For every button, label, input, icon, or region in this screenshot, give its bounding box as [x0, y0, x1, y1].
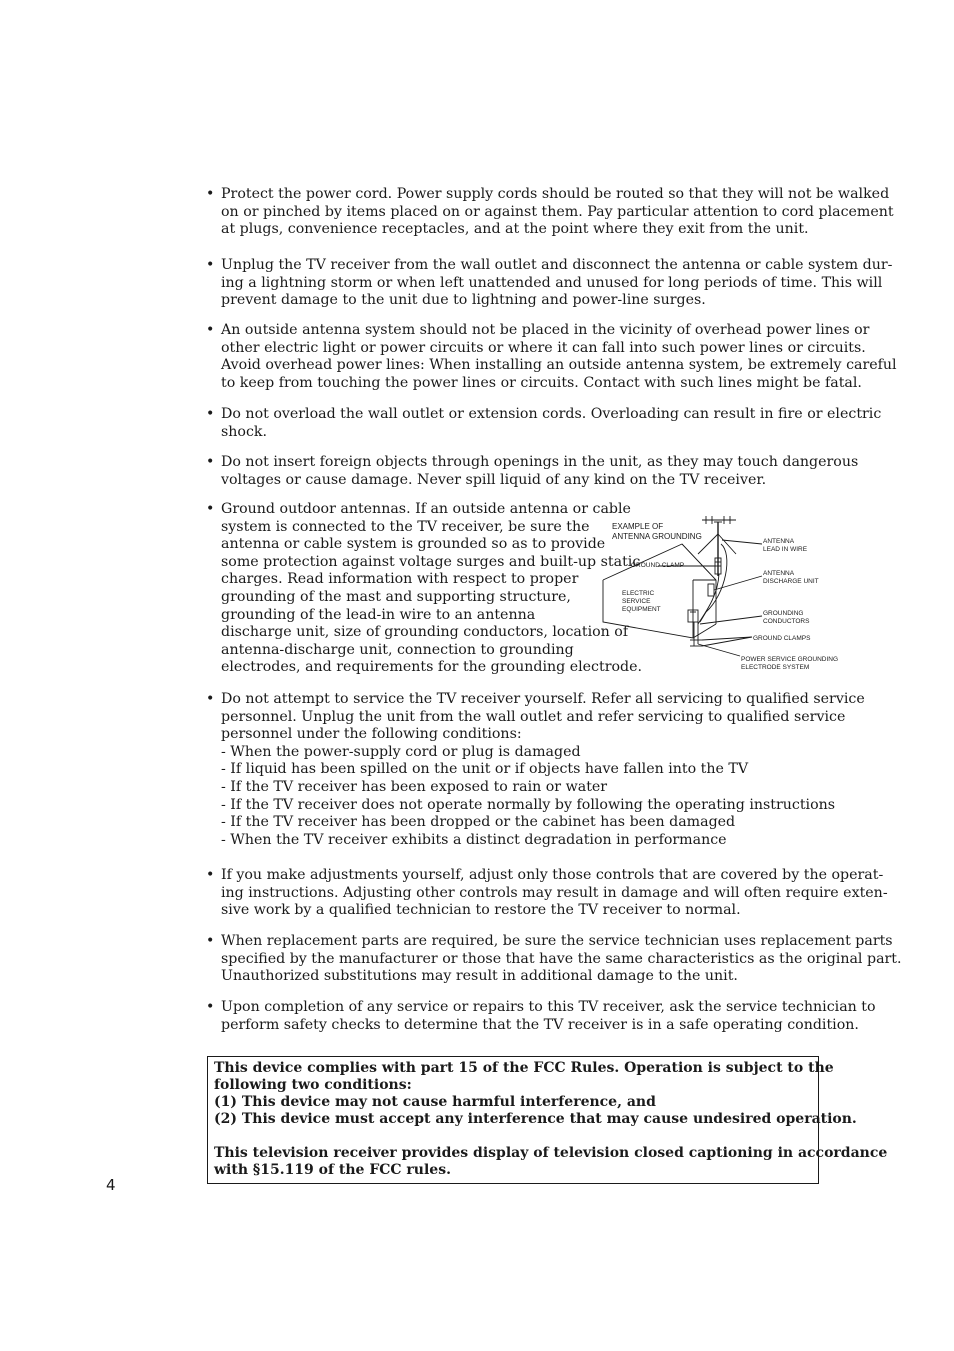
- condition-item: - If the TV receiver has been exposed to rain or water: [221, 778, 608, 795]
- lead-in-wire: [700, 544, 727, 622]
- text-line: If you make adjustments yourself, adjust only those controls that are covered by the operat-: [221, 867, 884, 883]
- condition-item: - If the TV receiver has been dropped or the cabinet has been damaged: [221, 814, 736, 831]
- text-line: Unauthorized substitutions may result in additional damage to the unit.: [221, 968, 738, 985]
- text-line: specified by the manufacturer or those that have the same characteristics as the original part.: [221, 950, 902, 967]
- fcc-line: with §15.119 of the FCC rules.: [214, 1162, 451, 1178]
- condition-item: - When the power-supply cord or plug is damaged: [221, 743, 581, 760]
- diagram-title: ANTENNA GROUNDING: [612, 532, 702, 541]
- text-line: Ground outdoor antennas. If an outside antenna or cable: [221, 501, 631, 517]
- text-line: Unplug the TV receiver from the wall outlet and disconnect the antenna or cable system dur-: [221, 257, 893, 273]
- label-electrode-system: ELECTRODE SYSTEM: [741, 664, 810, 671]
- label-discharge-unit: DISCHARGE UNIT: [763, 578, 819, 585]
- text-line: shock.: [221, 423, 268, 440]
- label-electric-service: EQUIPMENT: [622, 606, 661, 613]
- text-line: system is connected to the TV receiver, be sure the: [221, 518, 590, 535]
- text-line: When replacement parts are required, be sure the service technician uses replacement parts: [221, 933, 893, 949]
- bullet-marker: •: [206, 501, 215, 517]
- text-line: Do not overload the wall outlet or extension cords. Overloading can result in fire or electric: [221, 406, 882, 422]
- discharge-unit-shape: [708, 584, 714, 596]
- text-line: prevent damage to the unit due to lightning and power-line surges.: [221, 292, 706, 309]
- text-line: grounding of the mast and supporting structure,: [221, 588, 571, 605]
- bullet-outside-antenna: [206, 322, 897, 392]
- bullet-overload: [206, 406, 882, 441]
- bullet-unplug-lightning: [206, 257, 893, 310]
- fcc-line: This device complies with part 15 of the FCC Rules. Operation is subject to the: [214, 1060, 834, 1076]
- text-line: Protect the power cord. Power supply cords should be routed so that they will not be walked: [221, 186, 890, 202]
- bullet-marker: •: [206, 691, 215, 707]
- label-electric-service: ELECTRIC: [622, 590, 655, 597]
- condition-item: - When the TV receiver exhibits a distinct degradation in performance: [221, 831, 727, 848]
- bullet-marker: •: [206, 933, 215, 949]
- text-line: ing a lightning storm or when left unattended and unused for long periods of time. This will: [221, 274, 883, 291]
- text-line: personnel under the following conditions:: [221, 726, 522, 743]
- text-line: on or pinched by items placed on or against them. Pay particular attention to cord placement: [221, 203, 894, 220]
- text-line: other electric light or power circuits or where it can fall into such power lines or circuits.: [221, 339, 866, 356]
- fcc-compliance-box: [207, 1056, 888, 1184]
- label-grounding-conductors: CONDUCTORS: [763, 618, 810, 625]
- condition-item: - If liquid has been spilled on the unit or if objects have fallen into the TV: [221, 761, 749, 778]
- text-line: discharge unit, size of grounding conductors, location of: [221, 624, 629, 641]
- bullet-replacement-parts: [206, 933, 902, 986]
- text-line: grounding of the lead-in wire to an antenna: [221, 606, 536, 623]
- bullet-safety-checks: [206, 999, 876, 1034]
- label-lead-in-wire: ANTENNA: [763, 538, 795, 545]
- text-line: to keep from touching the power lines or circuits. Contact with such lines might be fatal.: [221, 374, 862, 391]
- diagram-title: EXAMPLE OF: [612, 522, 664, 531]
- text-line: charges. Read information with respect to proper: [221, 571, 579, 588]
- condition-item: - If the TV receiver does not operate normally by following the operating instructions: [221, 796, 836, 813]
- bullet-adjustments: [206, 867, 888, 920]
- fcc-line: This television receiver provides display of television closed captioning in accordance: [214, 1145, 888, 1161]
- text-line: sive work by a qualified technician to restore the TV receiver to normal.: [221, 902, 741, 919]
- fcc-line: (1) This device may not cause harmful interference, and: [214, 1094, 656, 1110]
- bullet-service-yourself: [206, 691, 865, 849]
- fcc-line: (2) This device must accept any interference that may cause undesired operation.: [214, 1111, 857, 1127]
- antenna-grounding-diagram: [598, 514, 848, 674]
- text-line: Upon completion of any service or repairs to this TV receiver, ask the service technician to: [221, 999, 876, 1015]
- label-ground-clamps: GROUND CLAMPS: [753, 635, 811, 642]
- page-number: 4: [106, 1176, 116, 1194]
- text-line: ing instructions. Adjusting other controls may result in damage and will often require exten-: [221, 884, 888, 901]
- text-line: Do not insert foreign objects through openings in the unit, as they may touch dangerous: [221, 454, 859, 470]
- label-ground-clamp: GROUND CLAMP: [631, 562, 685, 569]
- label-grounding-conductors: GROUNDING: [763, 610, 804, 617]
- text-line: perform safety checks to determine that the TV receiver is in a safe operating condition.: [221, 1016, 859, 1033]
- label-discharge-unit: ANTENNA: [763, 570, 795, 577]
- bullet-power-cord: [206, 186, 894, 239]
- text-line: electrodes, and requirements for the grounding electrode.: [221, 659, 643, 676]
- text-line: antenna or cable system is grounded so as to provide: [221, 536, 606, 553]
- text-line: voltages or cause damage. Never spill liquid of any kind on the TV receiver.: [221, 471, 767, 488]
- text-line: An outside antenna system should not be placed in the vicinity of overhead power lines or: [221, 322, 870, 338]
- label-electrode-system: POWER SERVICE GROUNDING: [741, 656, 839, 663]
- text-line: Do not attempt to service the TV receiver yourself. Refer all servicing to qualified service: [221, 691, 865, 707]
- text-line: some protection against voltage surges and built-up static: [221, 553, 641, 570]
- text-line: personnel. Unplug the unit from the wall outlet and refer servicing to qualified service: [221, 708, 846, 725]
- bullet-marker: •: [206, 186, 215, 202]
- bullet-foreign-objects: [206, 454, 859, 489]
- bullet-marker: •: [206, 867, 215, 883]
- bullet-marker: •: [206, 999, 215, 1015]
- text-line: antenna-discharge unit, connection to grounding: [221, 641, 574, 658]
- fcc-line: following two conditions:: [214, 1077, 412, 1093]
- label-lead-in-wire: LEAD IN WIRE: [763, 546, 808, 553]
- bullet-marker: •: [206, 322, 215, 338]
- bullet-marker: •: [206, 257, 215, 273]
- label-electric-service: SERVICE: [622, 598, 651, 605]
- text-line: Avoid overhead power lines: When installing an outside antenna system, be extremely careful: [221, 357, 897, 374]
- text-line: at plugs, convenience receptacles, and at the point where they exit from the unit.: [221, 221, 809, 238]
- bullet-marker: •: [206, 406, 215, 422]
- bullet-marker: •: [206, 454, 215, 470]
